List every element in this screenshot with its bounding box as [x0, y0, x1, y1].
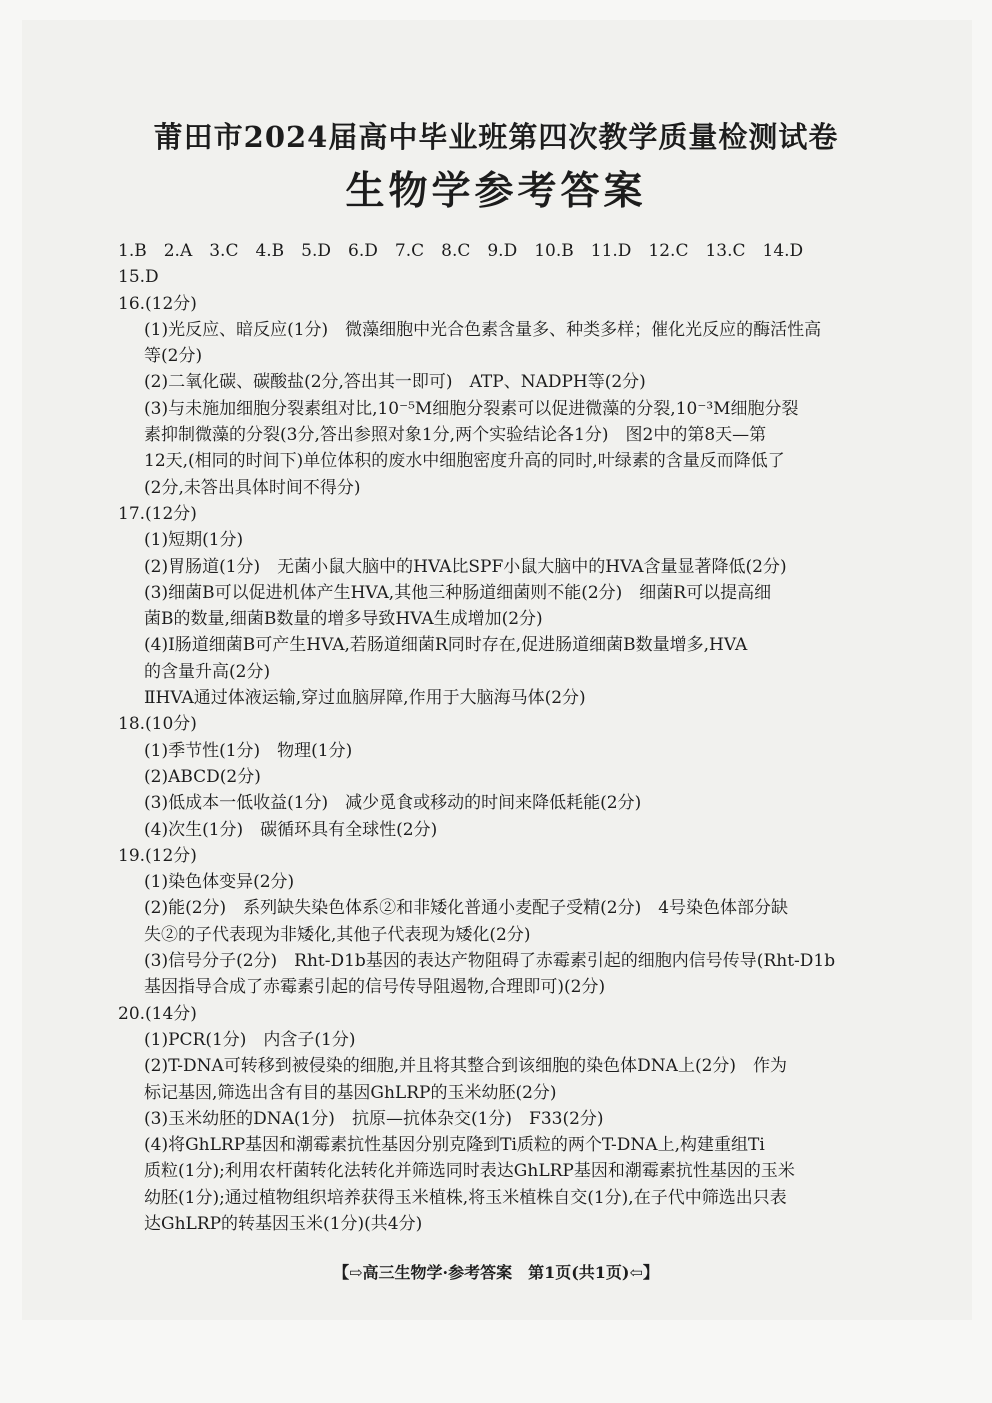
answer-body — [118, 238, 888, 1237]
answer-line: (1)短期(1分) — [144, 530, 244, 551]
answer-line: 的含量升高(2分) — [144, 661, 271, 682]
mc-answer: 12.C — [648, 241, 689, 261]
mc-answer: 11.D — [590, 241, 632, 261]
multiple-choice-answers-row-2: 15.D — [118, 267, 159, 288]
mc-answer: 4.B — [255, 241, 285, 261]
answer-line: (1)光反应、暗反应(1分) 微藻细胞中光合色素含量多、种类多样；催化光反应的酶活性高 — [144, 319, 822, 340]
question-heading: 17.(12分) — [118, 503, 197, 524]
answer-line: ⅡHVA通过体液运输,穿过血脑屏障,作用于大脑海马体(2分) — [144, 688, 586, 709]
answer-line: (1)PCR(1分) 内含子(1分) — [144, 1029, 356, 1050]
mc-answer: 10.B — [534, 241, 574, 261]
answer-line: (2)能(2分) 系列缺失染色体系②和非矮化普通小麦配子受精(2分) 4号染色体部分缺 — [144, 898, 789, 919]
answer-line: 基因指导合成了赤霉素引起的信号传导阻遏物,合理即可)(2分) — [144, 977, 606, 998]
answer-line: (3)与未施加细胞分裂素组对比,10⁻⁵M细胞分裂素可以促进微藻的分裂,10⁻³M细胞分裂 — [144, 398, 799, 419]
question-heading: 16.(12分) — [118, 293, 197, 314]
mc-answer: 3.C — [209, 241, 239, 261]
answer-line: (4)次生(1分) 碳循环具有全球性(2分) — [144, 819, 438, 840]
question-heading: 19.(12分) — [118, 845, 197, 866]
answer-line: (2)T-DNA可转移到被侵染的细胞,并且将其整合到该细胞的染色体DNA上(2分) 作为 — [144, 1056, 788, 1077]
page-footer: 【⇨高三生物学·参考答案 第1页(共1页)⇦】 — [333, 1263, 659, 1282]
answer-line: (3)玉米幼胚的DNA(1分) 抗原—抗体杂交(1分) F33(2分) — [144, 1108, 604, 1129]
answer-line: (4)Ⅰ肠道细菌B可产生HVA,若肠道细菌R同时存在,促进肠道细菌B数量增多,HVA — [144, 635, 748, 656]
answer-line: (3)细菌B可以促进机体产生HVA,其他三种肠道细菌则不能(2分) 细菌R可以提高细 — [144, 582, 772, 603]
answer-line: 幼胚(1分);通过植物组织培养获得玉米植株,将玉米植株自交(1分),在子代中筛选出只表 — [144, 1187, 787, 1208]
answer-line: 等(2分) — [144, 346, 203, 367]
mc-answer: 5.D — [301, 241, 332, 261]
answer-line: (3)信号分子(2分) Rht-D1b基因的表达产物阻碍了赤霉素引起的细胞内信号传导(Rht-D1b — [144, 951, 836, 972]
answer-line: 失②的子代表现为非矮化,其他子代表现为矮化(2分) — [144, 924, 531, 945]
mc-answer: 9.D — [487, 241, 518, 261]
question-heading: 18.(10分) — [118, 714, 197, 735]
answer-line: 达GhLRP的转基因玉米(1分)(共4分) — [144, 1213, 423, 1234]
mc-answer: 8.C — [441, 241, 471, 261]
answer-line: (4)将GhLRP基因和潮霉素抗性基因分别克隆到Ti质粒的两个T-DNA上,构建重组Ti — [144, 1135, 765, 1156]
multiple-choice-answers-row — [118, 238, 888, 264]
answer-line: (3)低成本一低收益(1分) 减少觅食或移动的时间来降低耗能(2分) — [144, 793, 642, 814]
answer-line: (2)ABCD(2分) — [144, 766, 261, 787]
answer-line: 标记基因,筛选出含有目的基因GhLRP的玉米幼胚(2分) — [144, 1082, 557, 1103]
mc-answer: 6.D — [348, 241, 378, 261]
answer-line: (1)季节性(1分) 物理(1分) — [144, 740, 353, 761]
mc-answer: 7.C — [394, 241, 425, 261]
mc-answer: 13.C — [705, 241, 746, 261]
answer-lines — [118, 291, 888, 1238]
mc-answer: 2.A — [163, 241, 193, 261]
answer-key-title: 生物学参考答案 — [345, 168, 647, 214]
answer-line: 素抑制微藻的分裂(3分,答出参照对象1分,两个实验结论各1分) 图2中的第8天—第 — [144, 425, 767, 446]
answer-line: (2)胃肠道(1分) 无菌小鼠大脑中的HVA比SPF小鼠大脑中的HVA含量显著降低(2分) — [144, 556, 787, 577]
exam-title: 莆田市2024届高中毕业班第四次教学质量检测试卷 — [153, 120, 839, 154]
question-heading: 20.(14分) — [118, 1003, 197, 1024]
answer-line: (2分,未答出具体时间不得分) — [144, 477, 361, 498]
answer-line: 12天,(相同的时间下)单位体积的废水中细胞密度升高的同时,叶绿素的含量反而降低了 — [144, 451, 785, 472]
answer-line: 菌B的数量,细菌B数量的增多导致HVA生成增加(2分) — [144, 609, 543, 630]
answer-line: (1)染色体变异(2分) — [144, 872, 295, 893]
mc-answer: 1.B — [118, 241, 147, 261]
answer-line: 质粒(1分);利用农杆菌转化法转化并筛选同时表达GhLRP基因和潮霉素抗性基因的玉米 — [144, 1161, 795, 1182]
answer-line: (2)二氧化碳、碳酸盐(2分,答出其一即可) ATP、NADPH等(2分) — [144, 372, 646, 393]
mc-answer: 14.D — [762, 241, 804, 261]
